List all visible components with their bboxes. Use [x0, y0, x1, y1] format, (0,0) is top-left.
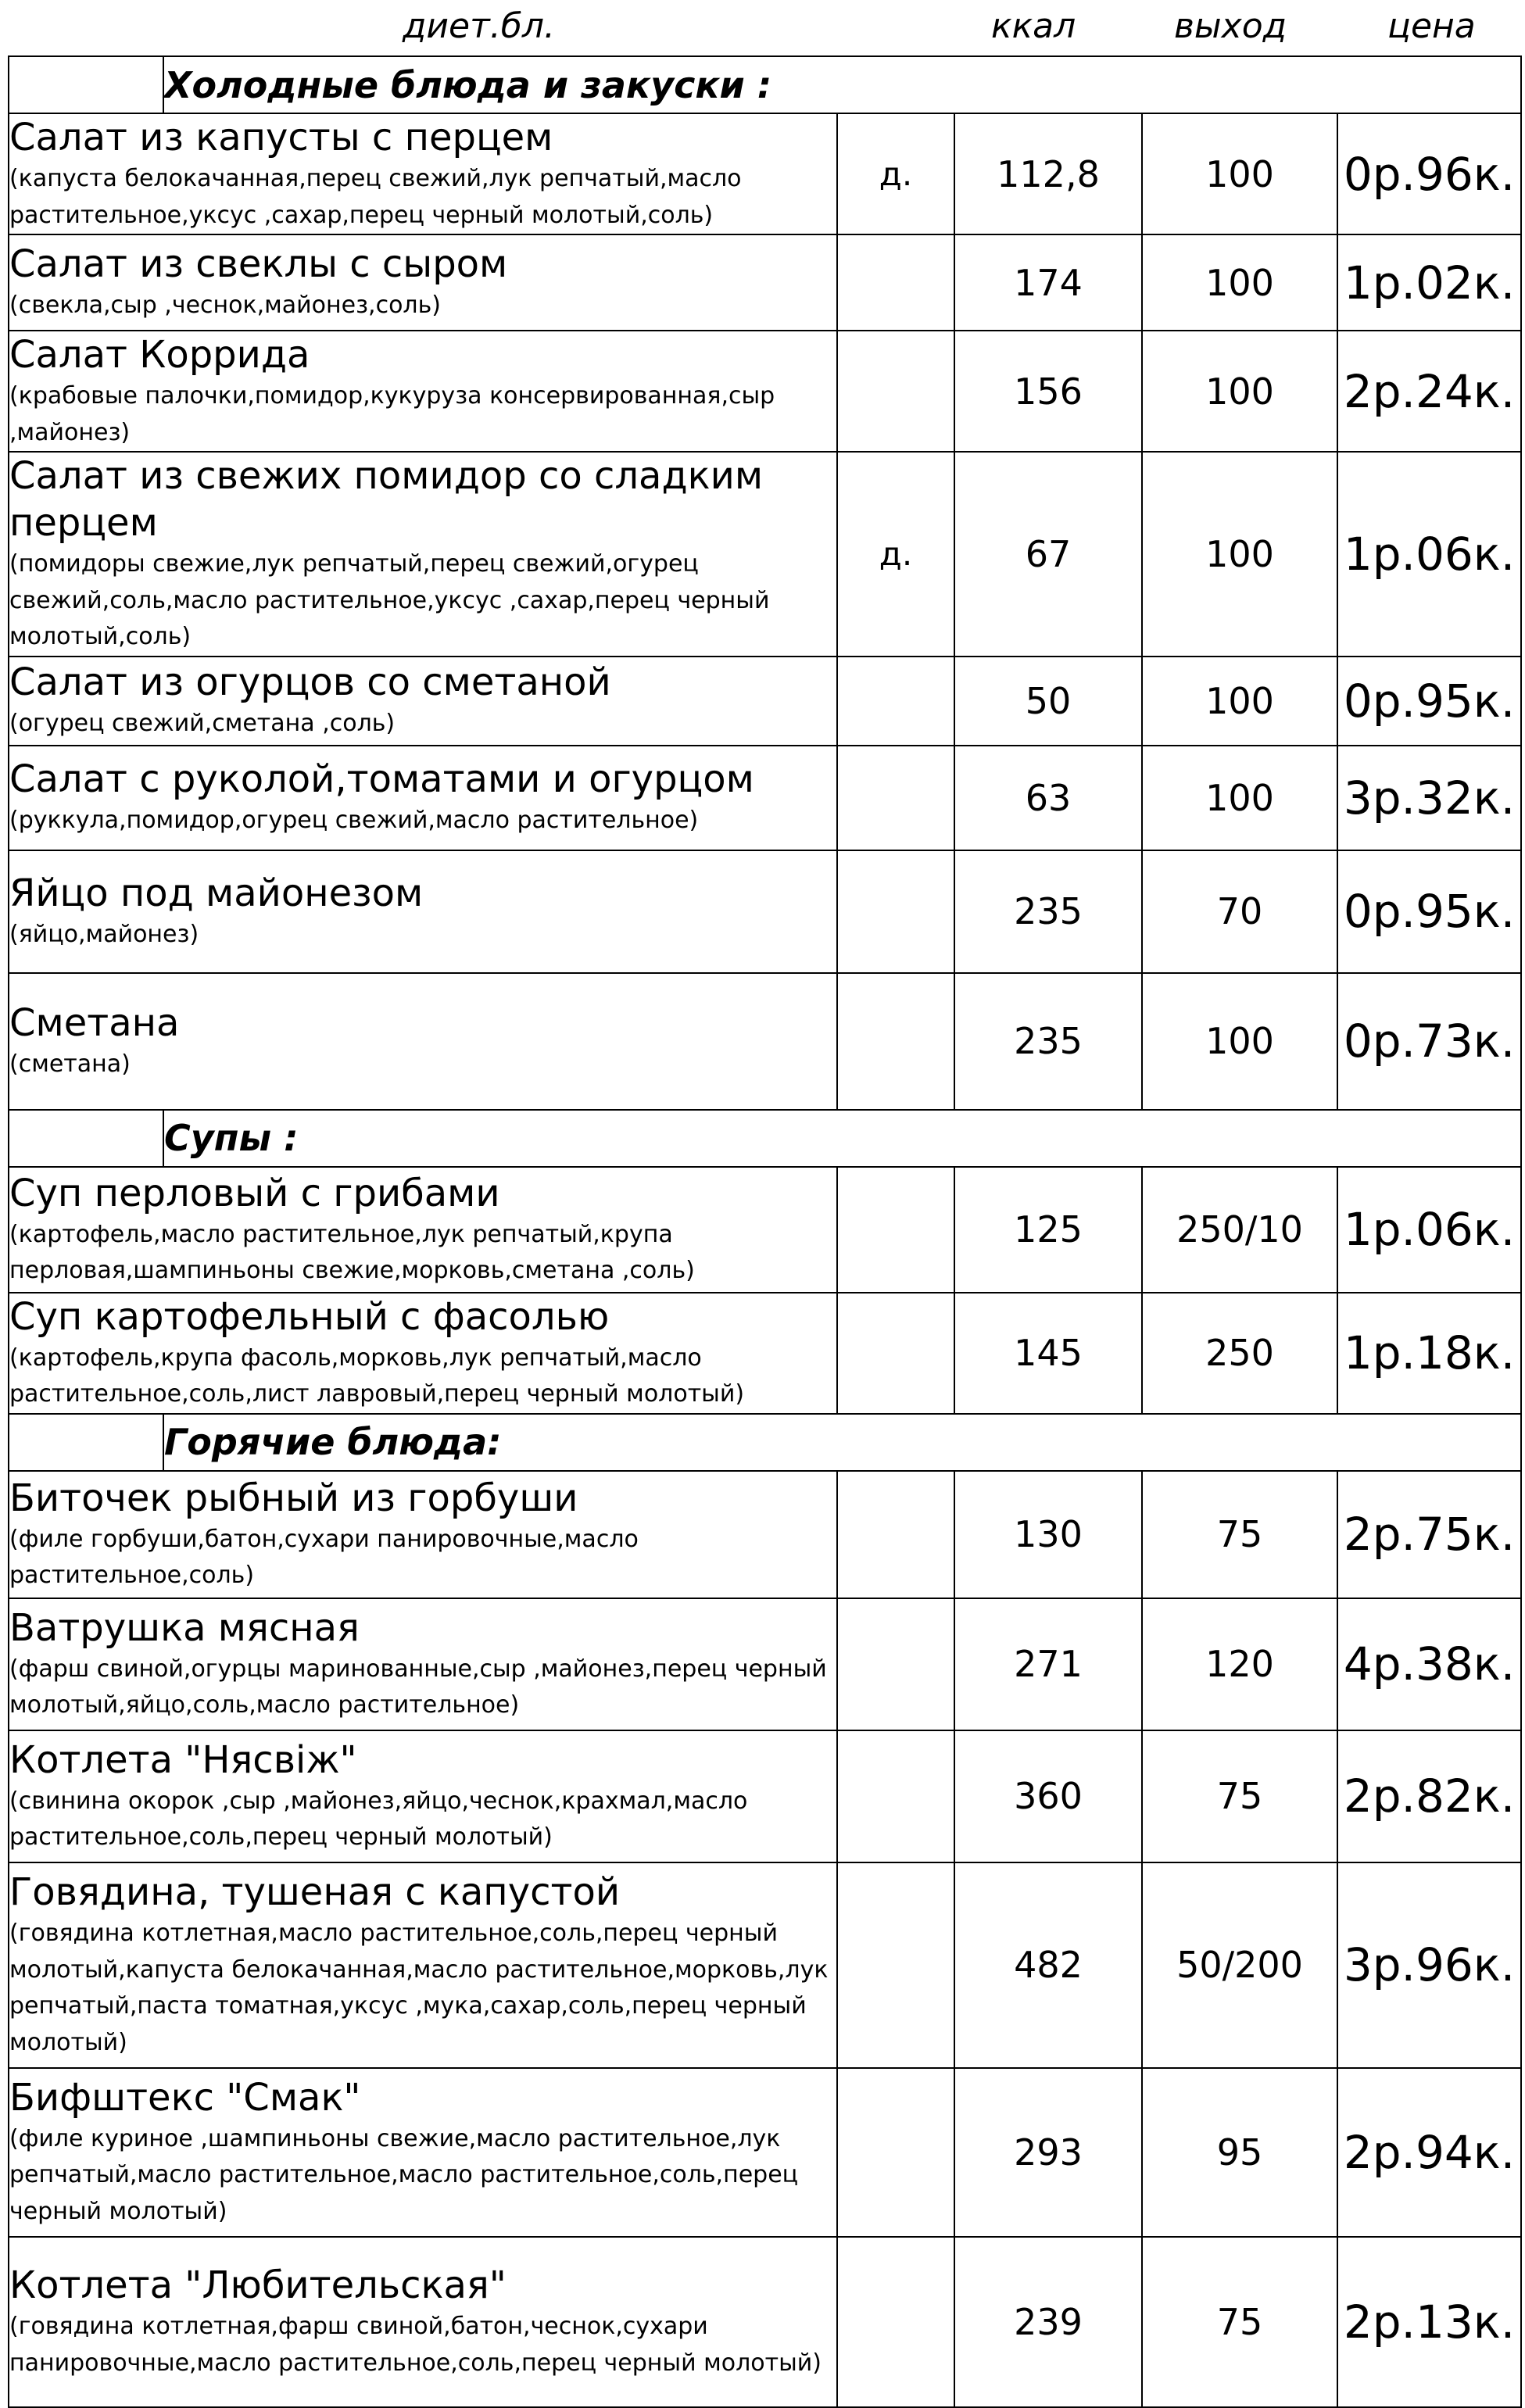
- kcal-value: 360: [954, 1730, 1142, 1862]
- dish-ingredients: (говядина котлетная,фарш свиной,батон,чеснок,сухари панировочные,масло растительное,соль,перец черный молотый): [9, 2313, 822, 2377]
- dish-description: [9, 657, 837, 746]
- yield-value: 250/10: [1142, 1167, 1337, 1293]
- diet-mark: [837, 2237, 954, 2407]
- dish-row: [9, 113, 1521, 234]
- diet-mark: [837, 234, 954, 331]
- section-title: Горячие блюда:: [163, 1414, 1521, 1471]
- price-value: 3р.96к.: [1337, 1862, 1521, 2068]
- price-value: 2р.94к.: [1337, 2068, 1521, 2237]
- kcal-value: 156: [954, 331, 1142, 452]
- kcal-value: 67: [954, 452, 1142, 657]
- dish-name: Яйцо под майонезом: [9, 871, 424, 915]
- diet-mark: [837, 1167, 954, 1293]
- kcal-value: 271: [954, 1598, 1142, 1730]
- section-spacer: [9, 56, 163, 113]
- dish-ingredients: (филе горбуши,батон,сухари панировочные,масло растительное,соль): [9, 1525, 639, 1589]
- dish-row: [9, 1471, 1521, 1598]
- section-spacer: [9, 1414, 163, 1471]
- dish-name: Салат Коррида: [9, 333, 310, 377]
- yield-value: 75: [1142, 1730, 1337, 1862]
- price-value: 0р.73к.: [1337, 973, 1521, 1110]
- diet-mark: [837, 850, 954, 973]
- price-value: 2р.24к.: [1337, 331, 1521, 452]
- kcal-value: 293: [954, 2068, 1142, 2237]
- kcal-value: 112,8: [954, 113, 1142, 234]
- price-value: 3р.32к.: [1337, 746, 1521, 850]
- diet-mark: д.: [837, 452, 954, 657]
- yield-value: 100: [1142, 746, 1337, 850]
- dish-ingredients: (помидоры свежие,лук репчатый,перец свежий,огурец свежий,соль,масло растительное,уксус ,сахар,перец черный молотый,соль): [9, 550, 770, 650]
- menu-table: [8, 55, 1522, 2408]
- dish-description: [9, 1471, 837, 1598]
- dish-name: Салат из свежих помидор со сладким перцем: [9, 454, 764, 545]
- dish-ingredients: (свекла,сыр ,чеснок,майонез,соль): [9, 292, 441, 320]
- price-value: 2р.13к.: [1337, 2237, 1521, 2407]
- diet-mark: [837, 1598, 954, 1730]
- dish-ingredients: (говядина котлетная,масло растительное,соль,перец черный молотый,капуста белокачанная,масло растительное,морковь,лук репчатый,паста томатная,уксус ,мука,сахар,соль,перец черный молотый): [9, 1920, 829, 2056]
- diet-mark: [837, 2068, 954, 2237]
- dish-ingredients: (крабовые палочки,помидор,кукуруза консервированная,сыр ,майонез): [9, 382, 775, 446]
- dish-description: [9, 850, 837, 973]
- dish-row: [9, 746, 1521, 850]
- yield-value: 100: [1142, 113, 1337, 234]
- dish-name: Говядина, тушеная с капустой: [9, 1870, 621, 1914]
- dish-description: [9, 1293, 837, 1414]
- price-value: 1р.06к.: [1337, 1167, 1521, 1293]
- kcal-value: 130: [954, 1471, 1142, 1598]
- section-title: Холодные блюда и закуски :: [163, 56, 1521, 113]
- header-price: цена: [1387, 6, 1476, 46]
- dish-ingredients: (огурец свежий,сметана ,соль): [9, 710, 396, 738]
- diet-mark: [837, 1471, 954, 1598]
- yield-value: 100: [1142, 973, 1337, 1110]
- dish-row: [9, 1167, 1521, 1293]
- dish-description: [9, 113, 837, 234]
- dish-description: [9, 452, 837, 657]
- dish-name: Котлета "Нясвіж": [9, 1737, 357, 1782]
- dish-ingredients: (фарш свиной,огурцы маринованные,сыр ,майонез,перец черный молотый,яйцо,соль,масло растительное): [9, 1655, 827, 1719]
- dish-name: Салат с руколой,томатами и огурцом: [9, 757, 754, 802]
- dish-name: Биточек рыбный из горбуши: [9, 1476, 578, 1520]
- dish-name: Ватрушка мясная: [9, 1605, 360, 1650]
- header-kcal: ккал: [991, 6, 1076, 46]
- section-header: [9, 1414, 1521, 1471]
- dish-row: [9, 2068, 1521, 2237]
- header-yield: выход: [1174, 6, 1287, 46]
- section-spacer: [9, 1110, 163, 1167]
- dish-row: [9, 1730, 1521, 1862]
- kcal-value: 63: [954, 746, 1142, 850]
- diet-mark: [837, 746, 954, 850]
- yield-value: 50/200: [1142, 1862, 1337, 2068]
- dish-row: [9, 973, 1521, 1110]
- dish-row: [9, 331, 1521, 452]
- dish-ingredients: (филе куриное ,шампиньоны свежие,масло растительное,лук репчатый,масло растительное,масло растительное,соль,перец черный молотый): [9, 2124, 799, 2225]
- section-header: [9, 56, 1521, 113]
- diet-mark: [837, 1862, 954, 2068]
- kcal-value: 235: [954, 973, 1142, 1110]
- price-value: 2р.75к.: [1337, 1471, 1521, 1598]
- dish-row: [9, 1862, 1521, 2068]
- dish-row: [9, 234, 1521, 331]
- price-value: 1р.06к.: [1337, 452, 1521, 657]
- dish-name: Салат из огурцов со сметаной: [9, 660, 611, 705]
- dish-ingredients: (картофель,масло растительное,лук репчатый,крупа перловая,шампиньоны свежие,морковь,сметана ,соль): [9, 1220, 695, 1284]
- price-value: 4р.38к.: [1337, 1598, 1521, 1730]
- price-value: 0р.95к.: [1337, 657, 1521, 746]
- dish-name: Сметана: [9, 1000, 180, 1045]
- dish-ingredients: (капуста белокачанная,перец свежий,лук репчатый,масло растительное,уксус ,сахар,перец черный молотый,соль): [9, 165, 742, 229]
- dish-ingredients: (яйцо,майонез): [9, 920, 199, 948]
- yield-value: 100: [1142, 657, 1337, 746]
- yield-value: 120: [1142, 1598, 1337, 1730]
- price-value: 1р.02к.: [1337, 234, 1521, 331]
- section-header: [9, 1110, 1521, 1167]
- yield-value: 250: [1142, 1293, 1337, 1414]
- price-value: 0р.95к.: [1337, 850, 1521, 973]
- kcal-value: 125: [954, 1167, 1142, 1293]
- dish-row: [9, 1293, 1521, 1414]
- diet-mark: [837, 973, 954, 1110]
- diet-mark: [837, 1730, 954, 1862]
- diet-mark: д.: [837, 113, 954, 234]
- yield-value: 100: [1142, 331, 1337, 452]
- yield-value: 100: [1142, 234, 1337, 331]
- kcal-value: 239: [954, 2237, 1142, 2407]
- kcal-value: 50: [954, 657, 1142, 746]
- dish-description: [9, 973, 837, 1110]
- dish-description: [9, 2237, 837, 2407]
- kcal-value: 174: [954, 234, 1142, 331]
- dish-description: [9, 1730, 837, 1862]
- kcal-value: 145: [954, 1293, 1142, 1414]
- dish-name: Салат из капусты с перцем: [9, 116, 553, 159]
- yield-value: 100: [1142, 452, 1337, 657]
- dish-ingredients: (картофель,крупа фасоль,морковь,лук репчатый,масло растительное,соль,лист лавровый,перец черный молотый): [9, 1344, 745, 1408]
- dish-row: [9, 452, 1521, 657]
- dish-name: Суп перловый с грибами: [9, 1171, 500, 1215]
- dish-name: Суп картофельный с фасолью: [9, 1294, 610, 1339]
- dish-description: [9, 234, 837, 331]
- dish-name: Бифштекс "Смак": [9, 2075, 361, 2120]
- kcal-value: 235: [954, 850, 1142, 973]
- diet-mark: [837, 331, 954, 452]
- kcal-value: 482: [954, 1862, 1142, 2068]
- dish-description: [9, 1167, 837, 1293]
- yield-value: 75: [1142, 1471, 1337, 1598]
- price-value: 0р.96к.: [1337, 113, 1521, 234]
- dish-description: [9, 331, 837, 452]
- dish-row: [9, 2237, 1521, 2407]
- price-value: 2р.82к.: [1337, 1730, 1521, 1862]
- yield-value: 75: [1142, 2237, 1337, 2407]
- dish-row: [9, 1598, 1521, 1730]
- header-diet: диет.бл.: [403, 6, 555, 46]
- yield-value: 70: [1142, 850, 1337, 973]
- dish-description: [9, 2068, 837, 2237]
- dish-description: [9, 1862, 837, 2068]
- diet-mark: [837, 657, 954, 746]
- dish-ingredients: (свинина окорок ,сыр ,майонез,яйцо,чеснок,крахмал,масло растительное,соль,перец черный молотый): [9, 1787, 748, 1851]
- dish-description: [9, 746, 837, 850]
- dish-row: [9, 850, 1521, 973]
- dish-name: Котлета "Любительская": [9, 2263, 507, 2307]
- section-title: Супы :: [163, 1110, 1521, 1167]
- price-value: 1р.18к.: [1337, 1293, 1521, 1414]
- dish-row: [9, 657, 1521, 746]
- dish-ingredients: (сметана): [9, 1050, 131, 1078]
- dish-name: Салат из свеклы с сыром: [9, 242, 508, 287]
- yield-value: 95: [1142, 2068, 1337, 2237]
- diet-mark: [837, 1293, 954, 1414]
- dish-ingredients: (руккула,помидор,огурец свежий,масло растительное): [9, 807, 699, 835]
- dish-description: [9, 1598, 837, 1730]
